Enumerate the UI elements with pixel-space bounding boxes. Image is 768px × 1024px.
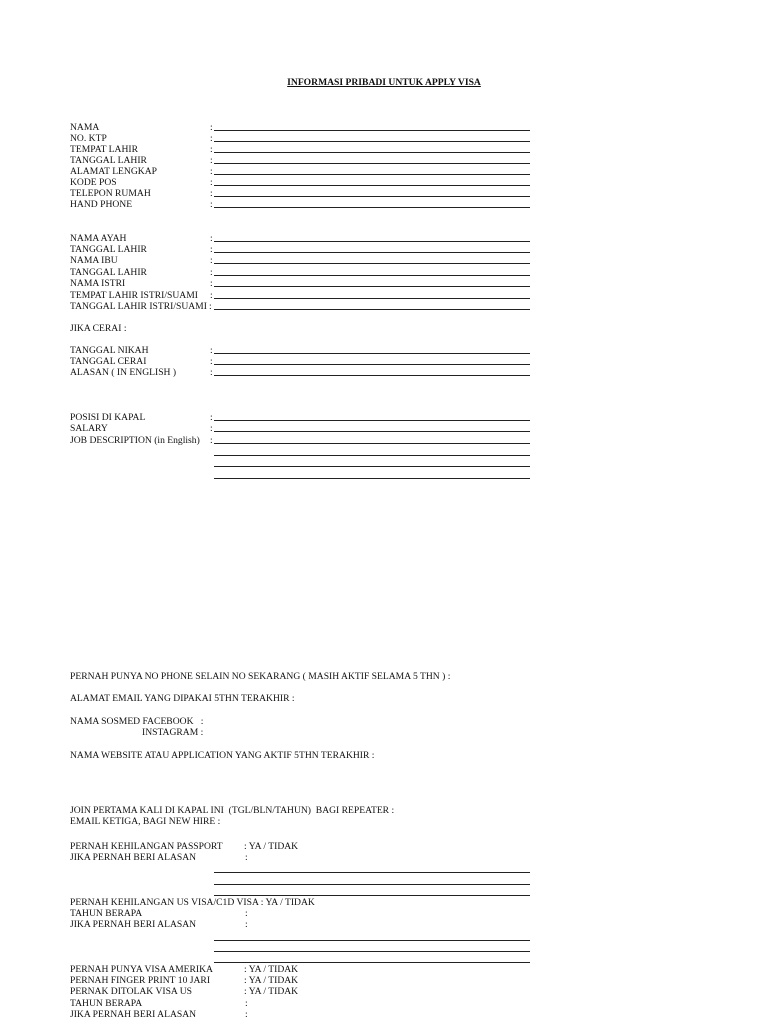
sosmed-instagram-label: INSTAGRAM : xyxy=(142,727,204,738)
colon: : xyxy=(210,255,213,266)
colon: : xyxy=(210,166,213,177)
colon: : xyxy=(210,423,213,434)
field-label: ALAMAT LENGKAP xyxy=(70,166,157,177)
field-label: SALARY xyxy=(70,423,108,434)
colon: : xyxy=(210,122,213,133)
website-question: NAMA WEBSITE ATAU APPLICATION YANG AKTIF 5THN TERAKHIR : xyxy=(70,750,375,761)
fill-line[interactable] xyxy=(214,141,530,142)
fill-line[interactable] xyxy=(214,263,530,264)
fingerprint-label: PERNAH FINGER PRINT 10 JARI xyxy=(70,975,211,986)
email-question: ALAMAT EMAIL YANG DIPAKAI 5THN TERAKHIR : xyxy=(70,693,295,704)
fill-line[interactable] xyxy=(214,884,530,885)
fill-line[interactable] xyxy=(214,364,530,365)
fill-line[interactable] xyxy=(214,130,530,131)
colon: : xyxy=(210,133,213,144)
field-label: NAMA IBU xyxy=(70,255,118,266)
field-label: TEMPAT LAHIR xyxy=(70,144,138,155)
field-label: TANGGAL LAHIR xyxy=(70,244,147,255)
colon: : xyxy=(210,199,213,210)
colon: : xyxy=(210,367,213,378)
usvisa-lost-label: PERNAH KEHILANGAN US VISA/C1D VISA : YA / TIDAK xyxy=(70,897,315,908)
fill-line[interactable] xyxy=(214,478,530,479)
colon: : xyxy=(210,412,213,423)
fill-line[interactable] xyxy=(214,241,530,242)
visa-amerika-answer[interactable]: : YA / TIDAK xyxy=(244,964,299,975)
passport-lost-answer[interactable]: : YA / TIDAK xyxy=(244,841,299,852)
field-label: TANGGAL LAHIR xyxy=(70,267,147,278)
colon: : xyxy=(210,188,213,199)
field-label: TELEPON RUMAH xyxy=(70,188,151,199)
colon: : xyxy=(210,144,213,155)
field-label: TANGGAL LAHIR ISTRI/SUAMI xyxy=(70,301,207,312)
fill-line[interactable] xyxy=(214,962,530,963)
colon: : xyxy=(210,278,213,289)
fill-line[interactable] xyxy=(214,872,530,873)
fill-line[interactable] xyxy=(214,443,530,444)
fill-line[interactable] xyxy=(214,298,530,299)
passport-lost-label: PERNAH KEHILANGAN PASSPORT xyxy=(70,841,223,852)
visa-rejected-answer[interactable]: : YA / TIDAK xyxy=(244,986,299,997)
field-label: TANGGAL NIKAH xyxy=(70,345,149,356)
colon: : xyxy=(210,155,213,166)
fingerprint-answer[interactable]: : YA / TIDAK xyxy=(244,975,299,986)
fill-line[interactable] xyxy=(214,275,530,276)
fill-line[interactable] xyxy=(214,207,530,208)
field-label: NAMA xyxy=(70,122,100,133)
colon: : xyxy=(245,998,248,1009)
colon: : xyxy=(245,852,248,863)
fill-line[interactable] xyxy=(214,466,530,467)
colon: : xyxy=(210,244,213,255)
visa-amerika-label: PERNAH PUNYA VISA AMERIKA xyxy=(70,964,213,975)
colon: : xyxy=(210,345,213,356)
fill-line[interactable] xyxy=(214,895,530,896)
field-label: POSISI DI KAPAL xyxy=(70,412,146,423)
colon: : xyxy=(245,908,248,919)
fill-line[interactable] xyxy=(214,431,530,432)
colon: : xyxy=(210,267,213,278)
passport-reason-label: JIKA PERNAH BERI ALASAN xyxy=(70,852,197,863)
usvisa-year-label: TAHUN BERAPA xyxy=(70,908,143,919)
third-email-label: EMAIL KETIGA, BAGI NEW HIRE : xyxy=(70,816,221,827)
field-label: NAMA ISTRI xyxy=(70,278,126,289)
fill-line[interactable] xyxy=(214,152,530,153)
colon: : xyxy=(210,290,213,301)
colon: : xyxy=(209,301,212,312)
join-first-time-label: JOIN PERTAMA KALI DI KAPAL INI (TGL/BLN/TAHUN) BAGI REPEATER : xyxy=(70,805,395,816)
fill-line[interactable] xyxy=(214,286,530,287)
fill-line[interactable] xyxy=(214,309,530,310)
fill-line[interactable] xyxy=(214,252,530,253)
sosmed-facebook-label: NAMA SOSMED FACEBOOK : xyxy=(70,716,204,727)
fill-line[interactable] xyxy=(214,455,530,456)
field-label: TANGGAL LAHIR xyxy=(70,155,147,166)
colon: : xyxy=(210,356,213,367)
colon: : xyxy=(210,233,213,244)
colon: : xyxy=(245,919,248,930)
fill-line[interactable] xyxy=(214,940,530,941)
colon: : xyxy=(210,177,213,188)
fill-line[interactable] xyxy=(214,353,530,354)
field-label: NAMA AYAH xyxy=(70,233,127,244)
fill-line[interactable] xyxy=(214,185,530,186)
fill-line[interactable] xyxy=(214,375,530,376)
field-label: ALASAN ( IN ENGLISH ) xyxy=(70,367,177,378)
fill-line[interactable] xyxy=(214,420,530,421)
visa-rejected-label: PERNAK DITOLAK VISA US xyxy=(70,986,192,997)
field-label: HAND PHONE xyxy=(70,199,133,210)
field-label: TANGGAL CERAI xyxy=(70,356,147,367)
fill-line[interactable] xyxy=(214,951,530,952)
phone-question: PERNAH PUNYA NO PHONE SELAIN NO SEKARANG ( MASIH AKTIF SELAMA 5 THN ) : xyxy=(70,671,451,682)
colon: : xyxy=(245,1009,248,1020)
field-label: KODE POS xyxy=(70,177,117,188)
fill-line[interactable] xyxy=(214,163,530,164)
usvisa-reason-label: JIKA PERNAH BERI ALASAN xyxy=(70,919,197,930)
colon: : xyxy=(210,435,213,446)
field-label: TEMPAT LAHIR ISTRI/SUAMI xyxy=(70,290,198,301)
divorce-heading: JIKA CERAI : xyxy=(70,323,127,334)
rejected-year-label: TAHUN BERAPA xyxy=(70,998,143,1009)
fill-line[interactable] xyxy=(214,196,530,197)
fill-line[interactable] xyxy=(214,174,530,175)
field-label: NO. KTP xyxy=(70,133,107,144)
rejected-reason-label: JIKA PERNAH BERI ALASAN xyxy=(70,1009,197,1020)
document-title: INFORMASI PRIBADI UNTUK APPLY VISA xyxy=(287,77,481,88)
field-label: JOB DESCRIPTION (in English) xyxy=(70,435,200,446)
